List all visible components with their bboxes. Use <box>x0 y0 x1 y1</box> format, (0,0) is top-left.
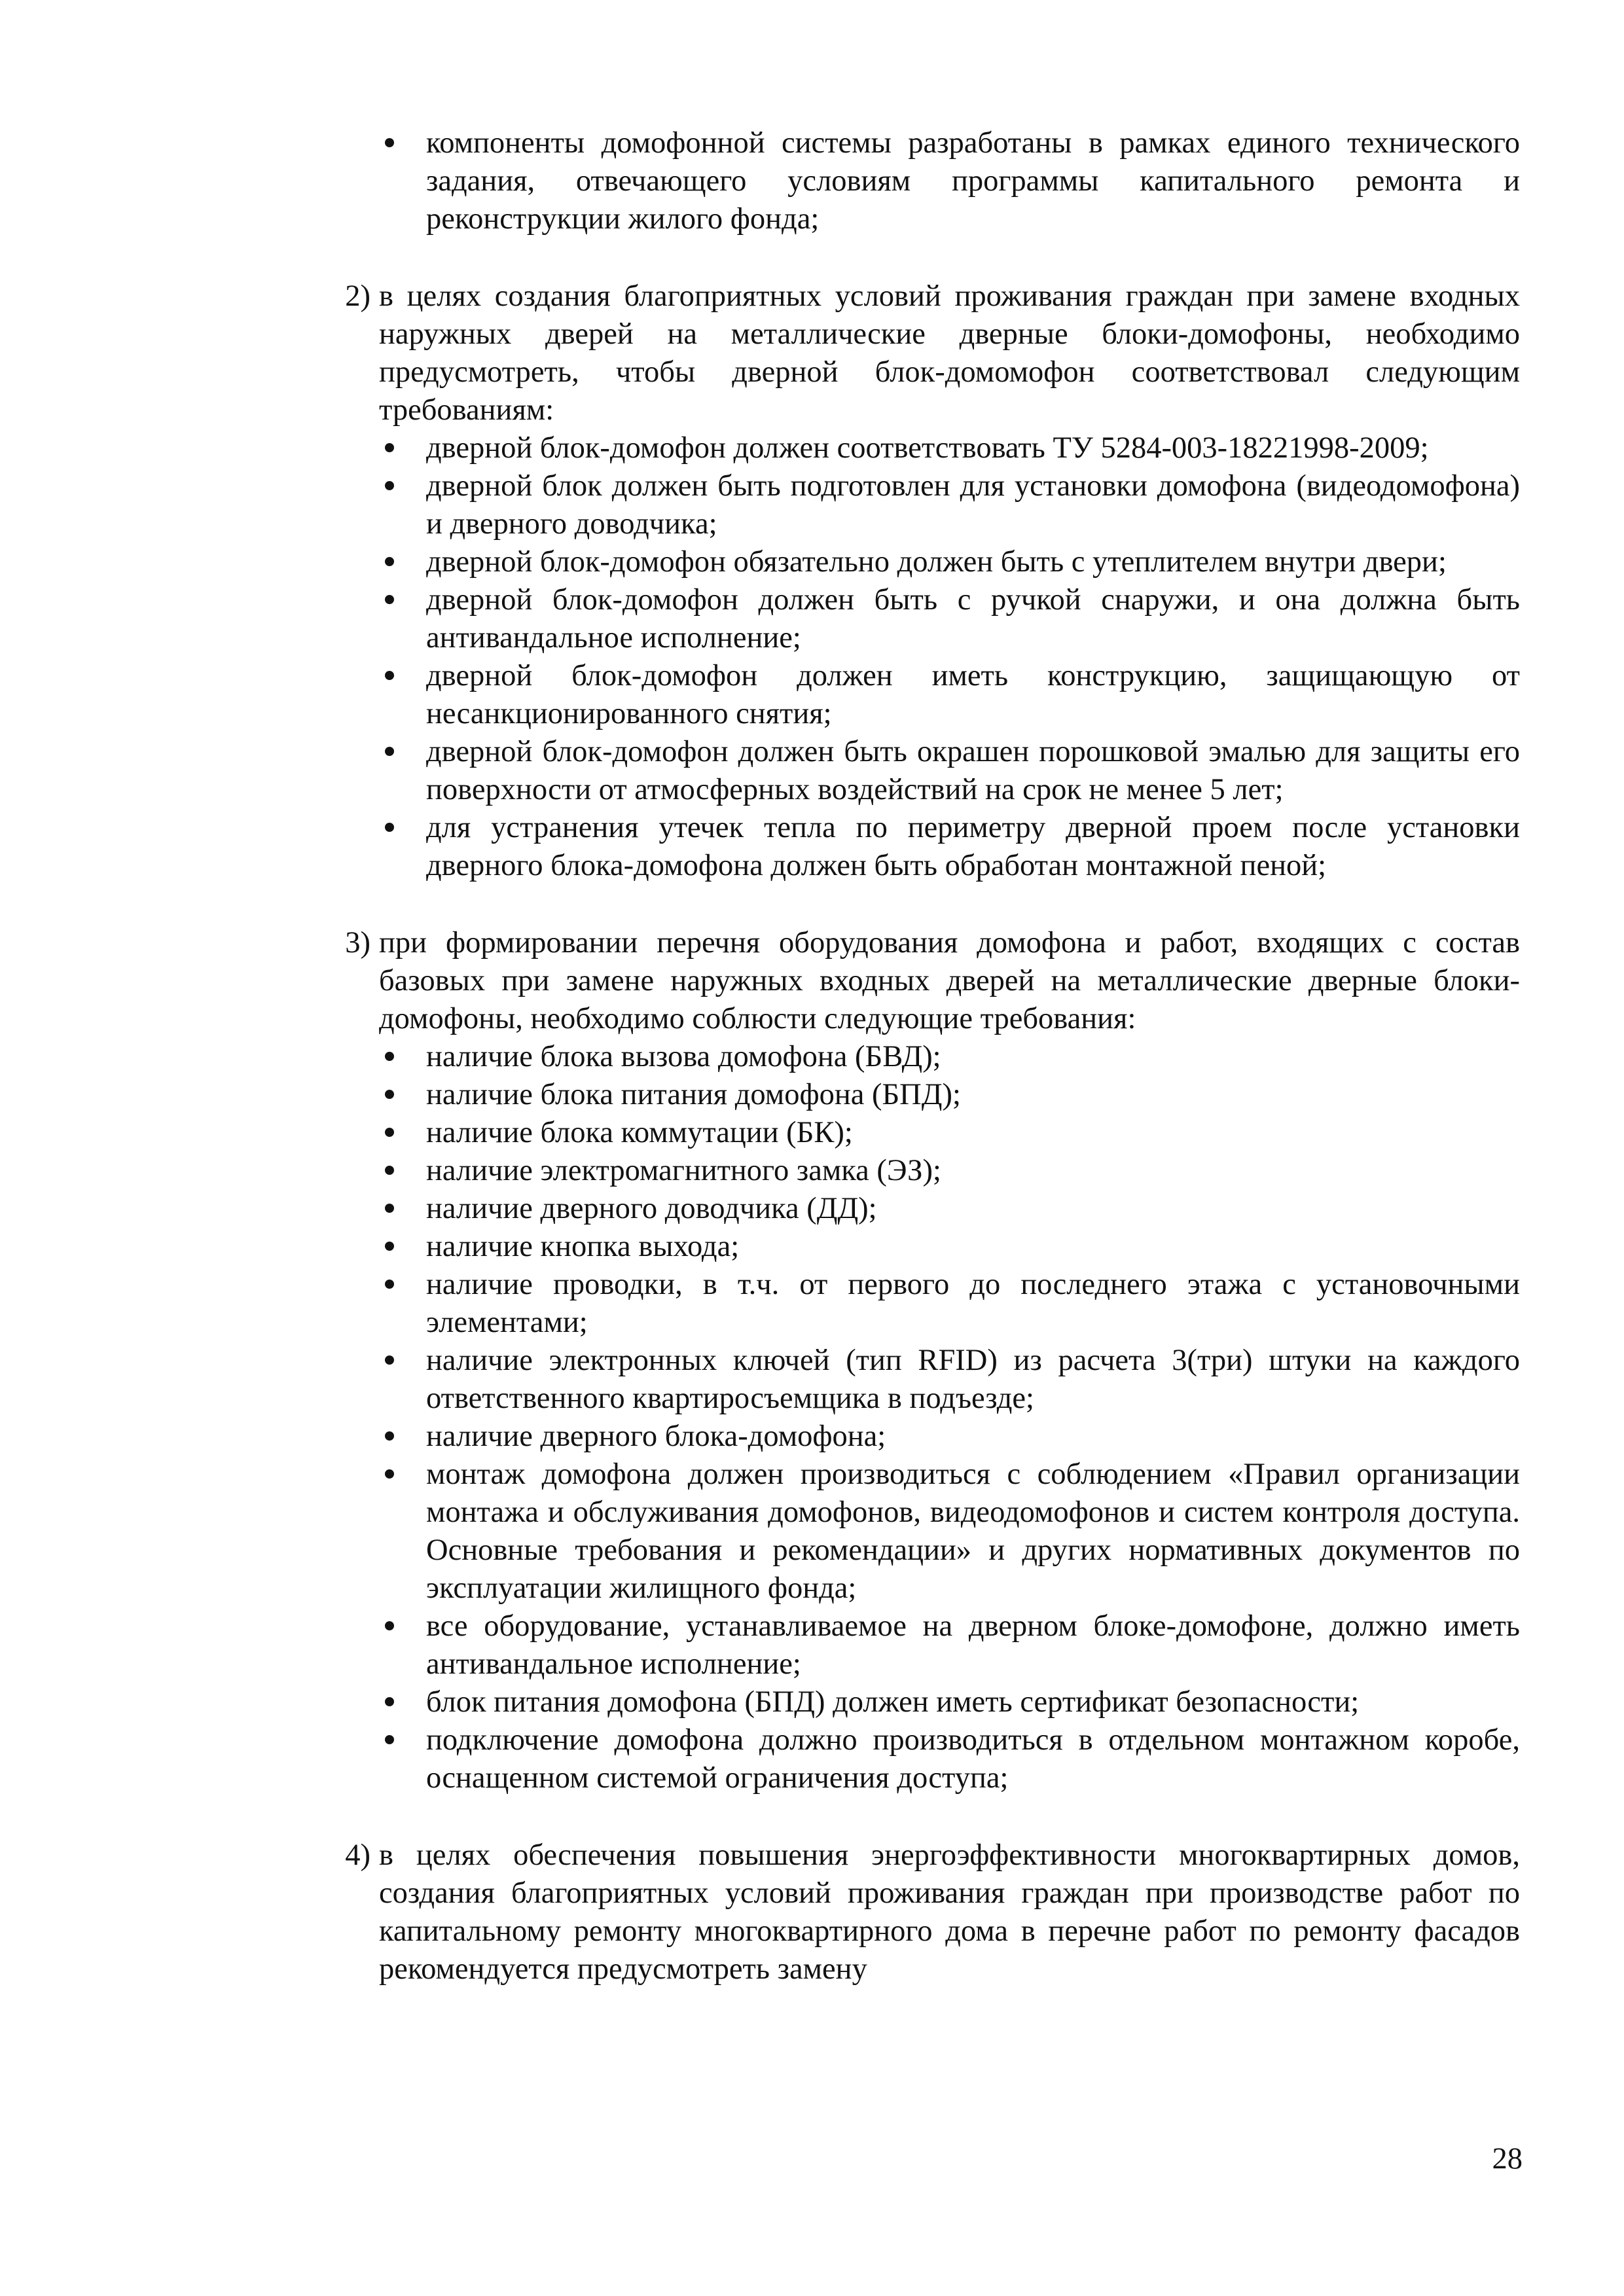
bullet-dot-icon <box>385 557 394 566</box>
bullet-dot-icon <box>385 1052 394 1061</box>
bullet-dot-icon <box>385 138 394 147</box>
bullet-item <box>379 1342 1520 1418</box>
bullet-item <box>379 1038 1520 1076</box>
bullet-text: дверной блок должен быть подготовлен для установки домофона (видеодомофона) и дверного доводчика; <box>426 469 1520 541</box>
bullet-item <box>379 1076 1520 1114</box>
numbered-item-2 <box>314 278 1520 885</box>
bullet-text: наличие дверного доводчика (ДД); <box>426 1192 877 1225</box>
bullet-dot-icon <box>385 1697 394 1706</box>
bullet-item <box>379 1721 1520 1797</box>
bullet-text: дверной блок-домофон должен иметь конструкцию, защищающую от несанкционированного снятия; <box>426 659 1520 730</box>
bullet-dot-icon <box>385 1735 394 1744</box>
bullet-text: монтаж домофона должен производиться с соблюдением «Правил организации монтажа и обслуживания домофонов, видеодомофонов и систем контроля доступа. Основные требования и рекомендации» и других нормативных документов по эксплуатации жилищного фонда; <box>426 1458 1520 1605</box>
item-text: при формировании перечня оборудования домофона и работ, входящих с состав базовых при замене наружных входных дверей на металлические дверные блоки-домофоны, необходимо соблюсти следующие требования: <box>379 926 1520 1035</box>
bullet-text: наличие блока питания домофона (БПД); <box>426 1078 961 1111</box>
numbered-item-3 <box>314 924 1520 1797</box>
bullet-dot-icon <box>385 1280 394 1289</box>
bullet-text: все оборудование, устанавливаемое на дверном блоке-домофоне, должно иметь антивандальное исполнение; <box>426 1609 1520 1681</box>
bullet-text: дверной блок-домофон должен соответствовать ТУ 5284-003-18221998-2009; <box>426 431 1429 465</box>
bullet-dot-icon <box>385 481 394 490</box>
item-text: в целях обеспечения повышения энергоэффективности многоквартирных домов, создания благоприятных условий проживания граждан при производстве работ по капитальному ремонту многоквартирного дома в перечне работ по ремонту фасадов рекомендуется предусмотреть замену <box>379 1839 1520 1986</box>
bullet-item <box>379 809 1520 885</box>
bullet-dot-icon <box>385 1128 394 1137</box>
bullet-text: дверной блок-домофон обязательно должен быть с утеплителем внутри двери; <box>426 545 1447 579</box>
item-number: 4) <box>345 1839 370 1872</box>
bullet-item <box>379 657 1520 733</box>
bullet-text: подключение домофона должно производиться в отдельном монтажном коробе, оснащенном системой ограничения доступа; <box>426 1723 1520 1795</box>
item-number: 3) <box>345 926 370 960</box>
bullet-item <box>379 1456 1520 1607</box>
item-bullet-list <box>379 1038 1520 1797</box>
bullet-text: блок питания домофона (БПД) должен иметь сертификат безопасности; <box>426 1685 1360 1719</box>
bullet-dot-icon <box>385 1431 394 1441</box>
bullet-dot-icon <box>385 443 394 452</box>
bullet-text: дверной блок-домофон должен быть с ручкой снаружи, и она должна быть антивандальное исполнение; <box>426 583 1520 655</box>
bullet-dot-icon <box>385 595 394 604</box>
item-text: в целях создания благоприятных условий проживания граждан при замене входных наружных дверей на металлические дверные блоки-домофоны, необходимо предусмотреть, чтобы дверной блок-домомофон соответствовал следующим требованиям: <box>379 279 1520 427</box>
bullet-text: наличие проводки, в т.ч. от первого до последнего этажа с установочными элементами; <box>426 1268 1520 1339</box>
item-number: 2) <box>345 279 370 313</box>
bullet-dot-icon <box>385 823 394 832</box>
bullet-dot-icon <box>385 1621 394 1630</box>
page-number: 28 <box>1492 2142 1523 2176</box>
numbered-item-4 <box>314 1837 1520 1988</box>
bullet-item <box>379 1266 1520 1342</box>
bullet-item <box>379 1418 1520 1456</box>
bullet-dot-icon <box>385 1242 394 1251</box>
bullet-item <box>379 124 1520 238</box>
bullet-dot-icon <box>385 1166 394 1175</box>
bullet-text: дверной блок-домофон должен быть окрашен порошковой эмалью для защиты его поверхности от атмосферных воздействий на срок не менее 5 лет; <box>426 735 1520 806</box>
bullet-item <box>379 429 1520 467</box>
bullet-text: наличие кнопка выхода; <box>426 1230 740 1263</box>
item-bullet-list <box>379 429 1520 885</box>
bullet-item <box>379 1152 1520 1190</box>
bullet-dot-icon <box>385 1469 394 1479</box>
bullet-item <box>379 1683 1520 1721</box>
bullet-item <box>379 1190 1520 1228</box>
bullet-dot-icon <box>385 747 394 756</box>
bullet-item <box>379 581 1520 657</box>
bullet-item <box>379 467 1520 543</box>
bullet-text: наличие электронных ключей (тип RFID) из расчета 3(три) штуки на каждого ответственного квартиросъемщика в подъезде; <box>426 1344 1520 1415</box>
bullet-dot-icon <box>385 1090 394 1099</box>
bullet-text: для устранения утечек тепла по периметру дверной проем после установки дверного блока-домофона должен быть обработан монтажной пеной; <box>426 811 1520 882</box>
bullet-item <box>379 1607 1520 1683</box>
bullet-text: наличие блока вызова домофона (БВД); <box>426 1040 941 1073</box>
bullet-dot-icon <box>385 671 394 680</box>
bullet-item <box>379 1114 1520 1152</box>
bullet-text: наличие электромагнитного замка (ЭЗ); <box>426 1154 941 1187</box>
bullet-dot-icon <box>385 1204 394 1213</box>
bullet-item <box>379 733 1520 809</box>
bullet-text: компоненты домофонной системы разработаны в рамках единого технического задания, отвечающего условиям программы капитального ремонта и реконструкции жилого фонда; <box>426 126 1520 236</box>
bullet-dot-icon <box>385 1355 394 1365</box>
continued-bullet-list <box>314 124 1520 238</box>
page-content <box>314 124 1520 1988</box>
bullet-item <box>379 543 1520 581</box>
bullet-text: наличие блока коммутации (БК); <box>426 1116 853 1149</box>
bullet-item <box>379 1228 1520 1266</box>
bullet-text: наличие дверного блока-домофона; <box>426 1420 886 1453</box>
